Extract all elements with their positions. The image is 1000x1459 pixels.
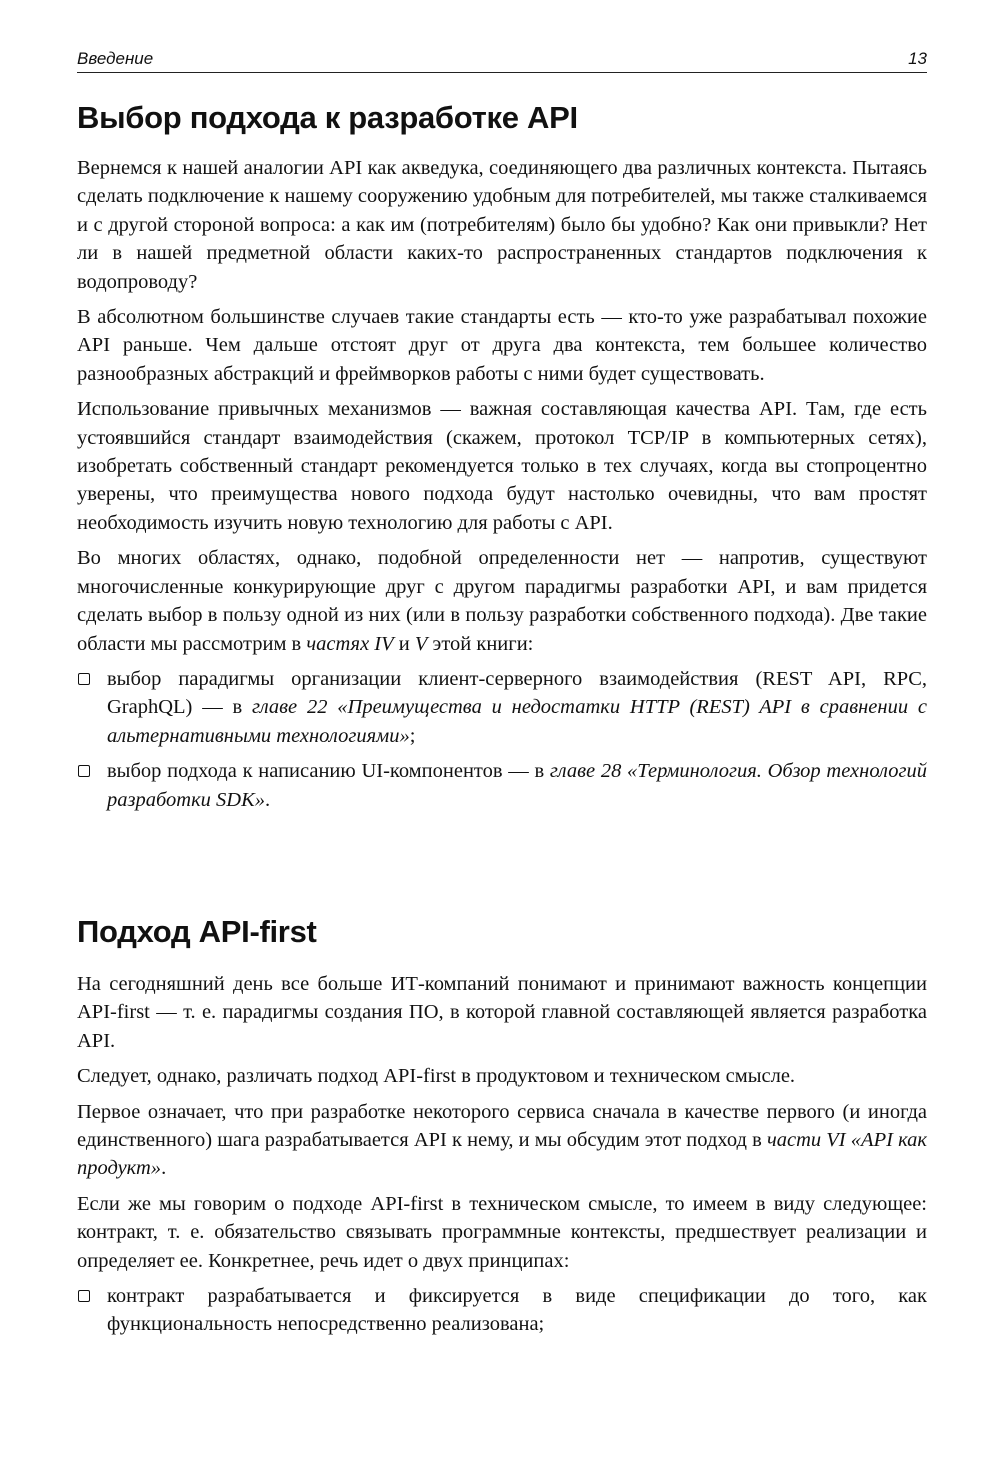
- list-item: выбор парадигмы организации клиент-серверного взаимодействия (REST API, RPC, GraphQL) — в главе 22 «Преимущества и недостатки HTTP (REST) API в сравнении с альтернативными технологиями»;: [77, 665, 927, 750]
- cross-reference: главе 28 «Терминология. Обзор технологий разработки SDK»: [107, 760, 927, 811]
- cross-reference: части VI «API как продукт»: [77, 1129, 927, 1180]
- section-heading-api-first: Подход API-first: [77, 914, 317, 949]
- section-body-api-first: [77, 970, 927, 1339]
- bullet-list: [77, 665, 927, 814]
- running-header-section: Введение: [77, 49, 154, 68]
- list-item: выбор подхода к написанию UI-компонентов — в главе 28 «Терминология. Обзор технологий разработки SDK».: [77, 757, 927, 814]
- paragraph: Использование привычных механизмов — важная составляющая качества API. Там, где есть устоявшийся стандарт взаимодействия (скажем, протокол TCP/IP в компьютерных сетях), изобретать собственный стандарт рекомендуется только в тех случаях, когда вы стопроцентно уверены, что преимущества нового подхода будут настолько очевидны, что вам простят необходимость изучить новую технологию для работы с API.: [77, 398, 927, 534]
- paragraph: В абсолютном большинстве случаев такие стандарты есть — кто-то уже разрабатывал похожие API раньше. Чем дальше отстоят друг от друга два контекста, тем большее количество разнообразных абстракций и фреймворков работы с ними будет существовать.: [77, 306, 927, 385]
- page-number: 13: [908, 49, 927, 68]
- checkbox-bullet-icon: [78, 765, 90, 777]
- section-heading-api-approach: Выбор подхода к разработке API: [77, 100, 578, 135]
- bullet-list: [77, 1282, 927, 1339]
- cross-reference: V: [414, 632, 428, 655]
- paragraph: Следует, однако, различать подход API-first в продуктовом и техническом смысле.: [77, 1065, 796, 1088]
- cross-reference: частях IV: [306, 632, 394, 655]
- paragraph: Если же мы говорим о подходе API-first в техническом смысле, то имеем в виду следующее: контракт, т. е. обязательство связывать программные контексты, предшествует реализации и определяет ее. Конкретнее, речь идет о двух принципах:: [77, 1192, 927, 1272]
- paragraph: Во многих областях, однако, подобной определенности нет — напротив, существуют многочисленные конкурирующие друг с другом парадигмы разработки API, и вам придется сделать выбор в пользу одной из них (или в пользу разработки собственного подхода). Две такие области мы рассмотрим в частях IV и V этой книги:: [77, 547, 927, 655]
- running-header: [77, 46, 927, 73]
- section-body-api-approach: [77, 154, 927, 814]
- paragraph: Вернемся к нашей аналогии API как акведука, соединяющего два различных контекста. Пытаясь сделать подключение к нашему сооружению удобным для потребителей, мы также сталкиваемся и с другой стороной вопроса: а как им (потребителям) было бы удобно? Как они привыкли? Нет ли в нашей предметной области каких-то распространенных стандартов подключения к водопроводу?: [77, 157, 927, 293]
- paragraph: Первое означает, что при разработке некоторого сервиса сначала в качестве первого (и иногда единственного) шага разрабатывается API к нему, и мы обсудим этот подход в части VI «API как продукт».: [77, 1100, 927, 1180]
- cross-reference: главе 22 «Преимущества и недостатки HTTP (REST) API в сравнении с альтернативными технологиями»: [107, 696, 927, 747]
- list-item: контракт разрабатывается и фиксируется в виде спецификации до того, как функциональность непосредственно реализована;: [77, 1282, 927, 1339]
- checkbox-bullet-icon: [78, 673, 90, 685]
- paragraph: На сегодняшний день все больше ИТ-компаний понимают и принимают важность концепции API-first — т. е. парадигмы создания ПО, в которой главной составляющей является разработка API.: [77, 973, 927, 1052]
- checkbox-bullet-icon: [78, 1290, 90, 1302]
